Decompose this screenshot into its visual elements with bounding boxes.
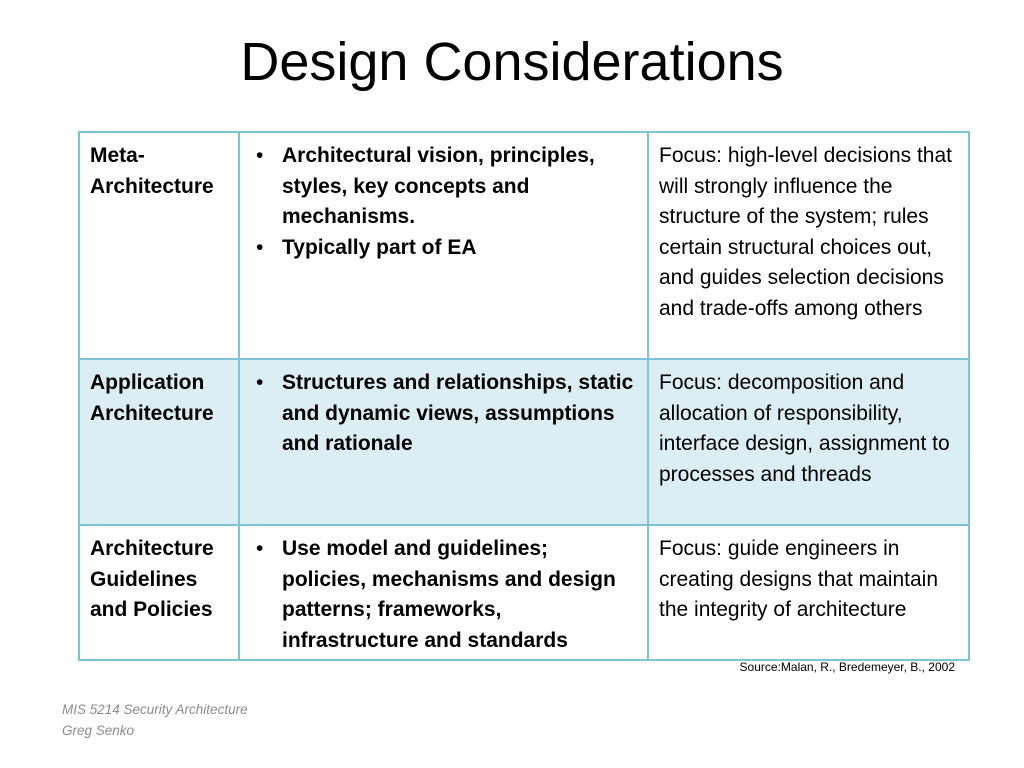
table-row <box>79 525 969 660</box>
table-row <box>79 132 969 359</box>
footer-course: MIS 5214 Security Architecture <box>62 702 248 717</box>
footer-author: Greg Senko <box>62 723 135 738</box>
slide-title: Design Considerations <box>240 32 784 92</box>
focus-cell: Focus: guide engineers in creating designs that maintain the integrity of architecture <box>648 525 969 660</box>
bullet-item: • Architectural vision, principles, styles, key concepts and mechanisms. <box>282 141 637 233</box>
slide-footer <box>62 699 248 741</box>
focus-cell: Focus: high-level decisions that will strongly influence the structure of the system; rules certain structural choices out, and guides selection decisions and trade-offs among others <box>648 132 969 359</box>
layer-cell: Architecture Guidelines and Policies <box>79 525 239 660</box>
layer-cell: Meta- Architecture <box>79 132 239 359</box>
description-cell <box>239 525 648 660</box>
layer-cell: Application Architecture <box>79 359 239 525</box>
design-considerations-table <box>78 131 970 661</box>
bullet-item: • Structures and relationships, static and dynamic views, assumptions and rationale <box>282 368 637 460</box>
focus-cell: Focus: decomposition and allocation of responsibility, interface design, assignment to processes and threads <box>648 359 969 525</box>
description-cell <box>239 359 648 525</box>
table-row <box>79 359 969 525</box>
bullet-item: • Typically part of EA <box>282 233 637 264</box>
bullet-list <box>250 368 637 460</box>
source-citation: Source:Malan, R., Bredemeyer, B., 2002 <box>739 660 955 674</box>
bullet-item: • Use model and guidelines; policies, mechanisms and design patterns; frameworks, infrastructure and standards <box>282 534 637 656</box>
bullet-list <box>250 534 637 656</box>
bullet-list <box>250 141 637 263</box>
description-cell <box>239 132 648 359</box>
